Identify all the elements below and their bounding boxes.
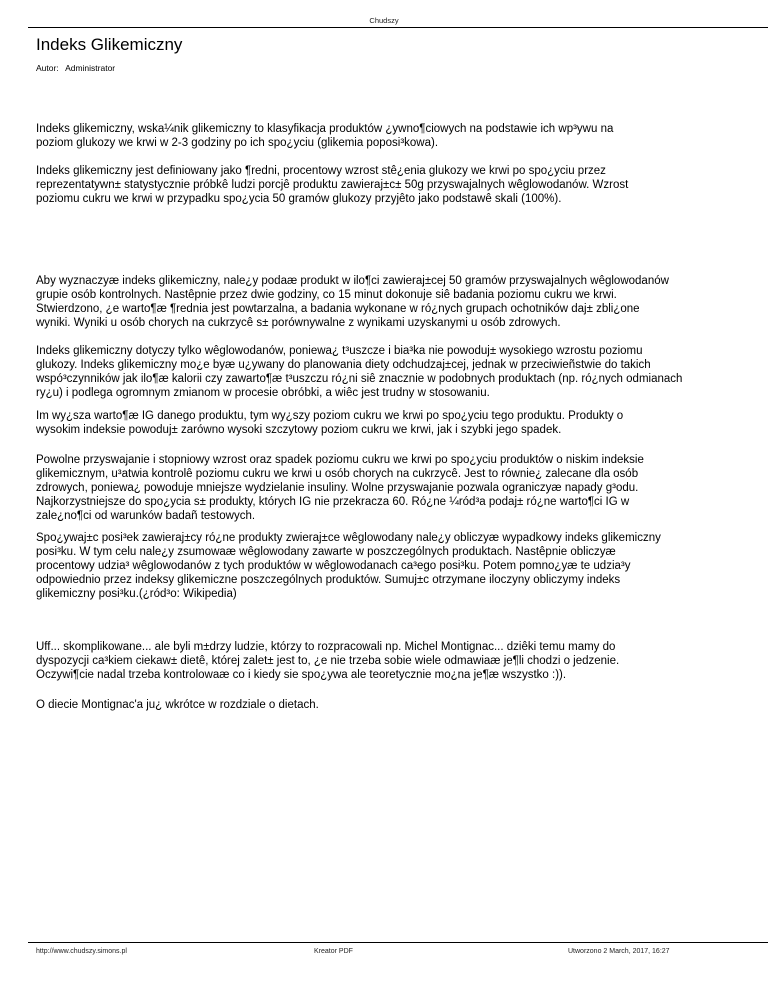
footer-generator: Kreator PDF: [314, 948, 353, 955]
paragraph-2: Indeks glikemiczny jest definiowany jako ¶redni, procentowy wzrost stê¿enia glukozy we krwi po spo¿yciu przez reprezentatywn± statystycznie próbkê ludzi porcjê produktu zawieraj±c± 50g przyswajalnych wêglowodanów. Wzrost poziomu cukru we krwi w przypadku spo¿ycia 50 gramów glukozy przyjêto jako podstawê skali (100%).: [36, 165, 629, 205]
footer-divider: [28, 942, 768, 943]
header-divider: [28, 27, 768, 28]
paragraph-8: Uff... skomplikowane... ale byli m±drzy ludzie, którzy to rozpracowali np. Michel Montignac... dziêki temu mamy do dyspozycji ca³kiem ciekaw± dietê, której zalet± jest to, ¿e nie trzeba sobie wiele odmawiaæ je¶li chodzi o jedzenie. Oczywi¶cie nadal trzeba kontrolowaæ co i kiedy sie spo¿ywa ale teoretycznie mo¿na je¶æ wszystko :)).: [36, 641, 620, 681]
paragraph-1: Indeks glikemiczny, wska¼nik glikemiczny to klasyfikacja produktów ¿ywno¶ciowych na podstawie ich wp³ywu na poziom glukozy we krwi w 2-3 godziny po ich spo¿yciu (glikemia poposi³kowa).: [36, 123, 614, 149]
article-title: Indeks Glikemiczny: [36, 35, 183, 54]
paragraph-5: Im wy¿sza warto¶æ IG danego produktu, tym wy¿szy poziom cukru we krwi po spo¿yciu tego produktu. Produkty o wysokim indeksie powoduj± zarówno wysoki szczytowy poziom cukru we krwi, jak i szybki jego spadek.: [36, 410, 624, 436]
author-name: Administrator: [65, 63, 116, 73]
author-label: Autor:: [36, 63, 59, 73]
site-name: Chudszy: [369, 16, 399, 25]
author-line: [36, 63, 115, 73]
paragraph-6: Powolne przyswajanie i stopniowy wzrost oraz spadek poziomu cukru we krwi po spo¿yciu produktów o niskim indeksie glikemicznym, u³atwia kontrolê poziomu cukru we krwi u osób chorych na cukrzycê. Jest to równie¿ zalecane dla osób zdrowych, poniewa¿ powoduje mniejsze wydzielanie insuliny. Wolne przyswajanie pozwala ograniczyæ napady g³odu. Najkorzystniejsze do spo¿ycia s± produkty, których IG nie przekracza 60. Ró¿ne ¼ród³a podaj± ró¿ne warto¶ci IG w zale¿no¶ci od warunków badañ testowych.: [36, 454, 644, 522]
paragraph-7: Spo¿ywaj±c posi³ek zawieraj±cy ró¿ne produkty zwieraj±ce wêglowodany nale¿y obliczyæ wypadkowy indeks glikemiczny posi³ku. W tym celu nale¿y zsumowaæ wêglowodany zawarte w poszczególnych produktach. Nastêpnie obliczyæ procentowy udzia³ wêglowodanów z tych produktów w wêglowodanach ca³ego posi³ku. Potem pomno¿yæ te udzia³y odpowiednio przez indeksy glikemiczne poszczególnych produktów. Sumuj±c otrzymane iloczyny obliczymy indeks glikemiczny posi³ku.(¿ród³o: Wikipedia): [36, 532, 661, 600]
footer-created: Utworzono 2 March, 2017, 16:27: [568, 948, 670, 955]
paragraph-4: Indeks glikemiczny dotyczy tylko wêglowodanów, poniewa¿ t³uszcze i bia³ka nie powoduj± wysokiego wzrostu poziomu glukozy. Indeks glikemiczny mo¿e byæ u¿ywany do planowania diety odchudzaj±cej, jednak w przeciwieñstwie do takich wspó³czynników jak ilo¶æ kalorii czy zawarto¶æ t³uszczu ró¿ni siê znacznie w podobnych produktach (np. ró¿nych odmianach ry¿u) i podlega ogromnym zmianom w procesie obróbki, a wiêc jest trudny w stosowaniu.: [36, 345, 683, 399]
paragraph-9: O diecie Montignac'a ju¿ wkrótce w rozdziale o dietach.: [36, 699, 319, 711]
paragraph-3: Aby wyznaczyæ indeks glikemiczny, nale¿y podaæ produkt w ilo¶ci zawieraj±cej 50 gramów przyswajalnych wêglowodanów grupie osób kontrolnych. Nastêpnie przez dwie godziny, co 15 minut dokonuje siê badania poziomu cukru we krwi. Stwierdzono, ¿e warto¶æ ¶rednia jest powtarzalna, a badania wykonane w ró¿nych grupach ochotników daj± zbli¿one wyniki. Wyniki u osób chorych na cukrzycê s± porównywalne z wynikami uzyskanymi u osób zdrowych.: [36, 275, 669, 329]
footer-url: http://www.chudszy.simons.pl: [36, 948, 127, 955]
